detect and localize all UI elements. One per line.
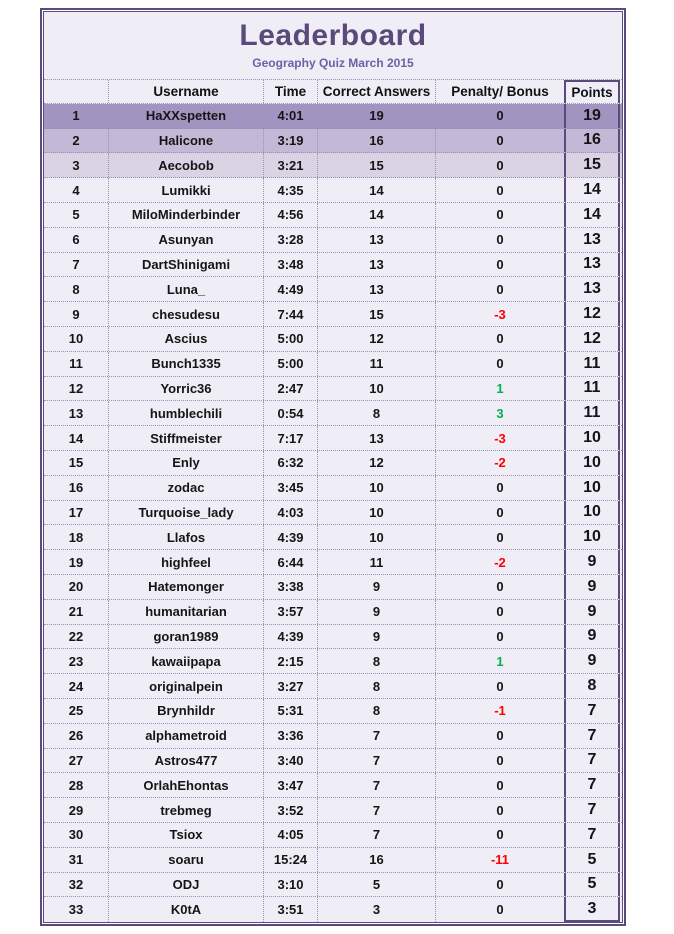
time-cell: 4:03 [264, 501, 318, 525]
time-cell: 3:48 [264, 253, 318, 277]
table-row [44, 724, 622, 749]
points-cell: 9 [564, 625, 620, 649]
rank-cell: 19 [44, 550, 109, 574]
points-cell: 5 [564, 848, 620, 872]
correct-answers-cell: 9 [318, 575, 436, 599]
rank-cell: 31 [44, 848, 109, 872]
time-cell: 6:44 [264, 550, 318, 574]
correct-answers-cell: 10 [318, 377, 436, 401]
time-cell: 4:49 [264, 277, 318, 301]
username-cell: OrlahEhontas [109, 773, 264, 797]
time-cell: 5:31 [264, 699, 318, 723]
table-row [44, 873, 622, 898]
time-cell: 4:01 [264, 104, 318, 128]
time-cell: 4:35 [264, 178, 318, 202]
username-cell: Luna_ [109, 277, 264, 301]
table-row [44, 203, 622, 228]
points-cell: 7 [564, 798, 620, 822]
username-cell: chesudesu [109, 302, 264, 326]
username-cell: Asunyan [109, 228, 264, 252]
username-cell: zodac [109, 476, 264, 500]
username-cell: Halicone [109, 129, 264, 153]
table-row [44, 674, 622, 699]
time-cell: 2:15 [264, 649, 318, 673]
rank-cell: 30 [44, 823, 109, 847]
penalty-bonus-cell: -1 [494, 703, 506, 719]
table-row [44, 625, 622, 650]
username-cell: ODJ [109, 873, 264, 897]
penalty-bonus-cell: 3 [496, 405, 504, 421]
rank-cell: 5 [44, 203, 109, 227]
rank-cell: 32 [44, 873, 109, 897]
penalty-bonus-cell: 0 [496, 529, 504, 545]
rank-cell: 17 [44, 501, 109, 525]
table-row [44, 426, 622, 451]
rank-cell: 14 [44, 426, 109, 450]
username-cell: Enly [109, 451, 264, 475]
correct-answers-cell: 14 [318, 203, 436, 227]
table-row [44, 550, 622, 575]
time-cell: 3:57 [264, 600, 318, 624]
correct-answers-cell: 16 [318, 129, 436, 153]
col-header-penalty-bonus: Penalty/ Bonus [451, 83, 549, 99]
penalty-bonus-cell: 0 [496, 108, 504, 124]
username-cell: highfeel [109, 550, 264, 574]
time-cell: 3:28 [264, 228, 318, 252]
penalty-bonus-cell: 1 [496, 653, 504, 669]
time-cell: 5:00 [264, 327, 318, 351]
rank-cell: 22 [44, 625, 109, 649]
username-cell: soaru [109, 848, 264, 872]
col-header-username: Username [109, 80, 264, 103]
username-cell: HaXXspetten [109, 104, 264, 128]
username-cell: Aecobob [109, 153, 264, 177]
points-cell: 14 [564, 203, 620, 227]
time-cell: 4:05 [264, 823, 318, 847]
points-cell: 7 [564, 724, 620, 748]
correct-answers-cell: 13 [318, 277, 436, 301]
time-cell: 3:19 [264, 129, 318, 153]
rank-cell: 21 [44, 600, 109, 624]
points-cell: 9 [564, 575, 620, 599]
username-cell: Astros477 [109, 749, 264, 773]
rank-cell: 1 [44, 104, 109, 128]
penalty-bonus-cell: 0 [496, 182, 504, 198]
points-cell: 7 [564, 773, 620, 797]
table-body [44, 104, 622, 922]
table-row [44, 352, 622, 377]
table-row [44, 575, 622, 600]
leaderboard-panel-inner [43, 11, 623, 923]
time-cell: 3:27 [264, 674, 318, 698]
table-row [44, 129, 622, 154]
username-cell: Yorric36 [109, 377, 264, 401]
rank-cell: 15 [44, 451, 109, 475]
username-cell: Brynhildr [109, 699, 264, 723]
time-cell: 3:21 [264, 153, 318, 177]
points-cell: 5 [564, 873, 620, 897]
correct-answers-cell: 15 [318, 302, 436, 326]
points-cell: 7 [564, 699, 620, 723]
page-title: Leaderboard [239, 19, 427, 52]
table-row [44, 823, 622, 848]
col-header-rank [44, 80, 109, 103]
username-cell: Bunch1335 [109, 352, 264, 376]
correct-answers-cell: 12 [318, 451, 436, 475]
rank-cell: 23 [44, 649, 109, 673]
penalty-bonus-cell: 0 [496, 480, 504, 496]
time-cell: 3:10 [264, 873, 318, 897]
time-cell: 3:52 [264, 798, 318, 822]
time-cell: 7:44 [264, 302, 318, 326]
points-cell: 10 [564, 501, 620, 525]
penalty-bonus-cell: 0 [496, 207, 504, 223]
penalty-bonus-cell: 1 [496, 380, 504, 396]
rank-cell: 8 [44, 277, 109, 301]
penalty-bonus-cell: 0 [496, 777, 504, 793]
penalty-bonus-cell: 0 [496, 728, 504, 744]
points-cell: 13 [564, 277, 620, 301]
correct-answers-cell: 5 [318, 873, 436, 897]
correct-answers-cell: 13 [318, 228, 436, 252]
penalty-bonus-cell: 0 [496, 281, 504, 297]
username-cell: Turquoise_lady [109, 501, 264, 525]
table-row [44, 178, 622, 203]
penalty-bonus-cell: 0 [496, 132, 504, 148]
time-cell: 7:17 [264, 426, 318, 450]
penalty-bonus-cell: -2 [494, 455, 506, 471]
username-cell: K0tA [109, 897, 264, 922]
penalty-bonus-cell: 0 [496, 876, 504, 892]
penalty-bonus-cell: 0 [496, 902, 504, 918]
penalty-bonus-cell: 0 [496, 331, 504, 347]
table-row [44, 153, 622, 178]
penalty-bonus-cell: -3 [494, 306, 506, 322]
points-cell: 12 [564, 302, 620, 326]
time-cell: 5:00 [264, 352, 318, 376]
table-row [44, 476, 622, 501]
table-row [44, 253, 622, 278]
points-cell: 19 [564, 104, 620, 128]
correct-answers-cell: 8 [318, 649, 436, 673]
rank-cell: 27 [44, 749, 109, 773]
time-cell: 3:40 [264, 749, 318, 773]
username-cell: MiloMinderbinder [109, 203, 264, 227]
penalty-bonus-cell: 0 [496, 604, 504, 620]
points-cell: 14 [564, 178, 620, 202]
penalty-bonus-cell: 0 [496, 802, 504, 818]
penalty-bonus-cell: 0 [496, 157, 504, 173]
time-cell: 3:38 [264, 575, 318, 599]
time-cell: 3:47 [264, 773, 318, 797]
rank-cell: 10 [44, 327, 109, 351]
correct-answers-cell: 19 [318, 104, 436, 128]
points-cell: 11 [564, 352, 620, 376]
time-cell: 4:56 [264, 203, 318, 227]
time-cell: 15:24 [264, 848, 318, 872]
username-cell: goran1989 [109, 625, 264, 649]
correct-answers-cell: 7 [318, 823, 436, 847]
correct-answers-cell: 8 [318, 401, 436, 425]
points-cell: 9 [564, 649, 620, 673]
points-cell: 13 [564, 228, 620, 252]
correct-answers-cell: 9 [318, 625, 436, 649]
rank-cell: 7 [44, 253, 109, 277]
rank-cell: 28 [44, 773, 109, 797]
correct-answers-cell: 10 [318, 525, 436, 549]
points-cell: 7 [564, 823, 620, 847]
correct-answers-cell: 13 [318, 253, 436, 277]
username-cell: humanitarian [109, 600, 264, 624]
correct-answers-cell: 7 [318, 724, 436, 748]
username-cell: kawaiipapa [109, 649, 264, 673]
rank-cell: 26 [44, 724, 109, 748]
time-cell: 3:51 [264, 897, 318, 922]
username-cell: humblechili [109, 401, 264, 425]
points-cell: 9 [564, 550, 620, 574]
username-cell: Stiffmeister [109, 426, 264, 450]
username-cell: Hatemonger [109, 575, 264, 599]
table-header-row [44, 79, 622, 104]
col-header-correct-answers: Correct Answers [318, 80, 436, 103]
correct-answers-cell: 3 [318, 897, 436, 922]
penalty-bonus-cell: 0 [496, 356, 504, 372]
table-row [44, 649, 622, 674]
rank-cell: 11 [44, 352, 109, 376]
time-cell: 4:39 [264, 625, 318, 649]
correct-answers-cell: 7 [318, 749, 436, 773]
points-cell: 10 [564, 426, 620, 450]
table-row [44, 104, 622, 129]
table-row [44, 749, 622, 774]
time-cell: 6:32 [264, 451, 318, 475]
table-row [44, 451, 622, 476]
table-row [44, 302, 622, 327]
rank-cell: 29 [44, 798, 109, 822]
username-cell: Llafos [109, 525, 264, 549]
rank-cell: 25 [44, 699, 109, 723]
table-row [44, 600, 622, 625]
time-cell: 3:45 [264, 476, 318, 500]
correct-answers-cell: 8 [318, 674, 436, 698]
table-row [44, 699, 622, 724]
table-row [44, 525, 622, 550]
username-cell: originalpein [109, 674, 264, 698]
points-cell: 9 [564, 600, 620, 624]
penalty-bonus-cell: 0 [496, 256, 504, 272]
username-cell: Lumikki [109, 178, 264, 202]
penalty-bonus-cell: -2 [494, 554, 506, 570]
penalty-bonus-cell: 0 [496, 752, 504, 768]
penalty-bonus-cell: 0 [496, 232, 504, 248]
points-cell: 8 [564, 674, 620, 698]
correct-answers-cell: 16 [318, 848, 436, 872]
points-cell: 12 [564, 327, 620, 351]
rank-cell: 6 [44, 228, 109, 252]
table-row [44, 401, 622, 426]
username-cell: DartShinigami [109, 253, 264, 277]
points-cell: 11 [564, 377, 620, 401]
time-cell: 4:39 [264, 525, 318, 549]
rank-cell: 12 [44, 377, 109, 401]
username-cell: Ascius [109, 327, 264, 351]
rank-cell: 18 [44, 525, 109, 549]
penalty-bonus-cell: 0 [496, 628, 504, 644]
penalty-bonus-cell: 0 [496, 678, 504, 694]
points-cell: 7 [564, 749, 620, 773]
correct-answers-cell: 10 [318, 501, 436, 525]
username-cell: trebmeg [109, 798, 264, 822]
table-row [44, 798, 622, 823]
rank-cell: 13 [44, 401, 109, 425]
rank-cell: 2 [44, 129, 109, 153]
rank-cell: 24 [44, 674, 109, 698]
rank-cell: 33 [44, 897, 109, 922]
time-cell: 3:36 [264, 724, 318, 748]
correct-answers-cell: 14 [318, 178, 436, 202]
rank-cell: 20 [44, 575, 109, 599]
correct-answers-cell: 13 [318, 426, 436, 450]
correct-answers-cell: 11 [318, 550, 436, 574]
username-cell: Tsiox [109, 823, 264, 847]
correct-answers-cell: 7 [318, 798, 436, 822]
correct-answers-cell: 9 [318, 600, 436, 624]
col-header-time: Time [264, 80, 318, 103]
table-row [44, 501, 622, 526]
time-cell: 0:54 [264, 401, 318, 425]
table-row [44, 377, 622, 402]
rank-cell: 9 [44, 302, 109, 326]
username-cell: alphametroid [109, 724, 264, 748]
page-subtitle: Geography Quiz March 2015 [252, 56, 414, 70]
time-cell: 2:47 [264, 377, 318, 401]
table-row [44, 277, 622, 302]
correct-answers-cell: 8 [318, 699, 436, 723]
penalty-bonus-cell: 0 [496, 504, 504, 520]
penalty-bonus-cell: -3 [494, 430, 506, 446]
table-row [44, 897, 622, 922]
points-cell: 10 [564, 525, 620, 549]
table-row [44, 848, 622, 873]
points-cell: 11 [564, 401, 620, 425]
correct-answers-cell: 10 [318, 476, 436, 500]
correct-answers-cell: 15 [318, 153, 436, 177]
correct-answers-cell: 12 [318, 327, 436, 351]
rank-cell: 4 [44, 178, 109, 202]
table-row [44, 228, 622, 253]
points-cell: 10 [564, 451, 620, 475]
table-row [44, 773, 622, 798]
penalty-bonus-cell: 0 [496, 579, 504, 595]
table-row [44, 327, 622, 352]
points-cell: 13 [564, 253, 620, 277]
correct-answers-cell: 11 [318, 352, 436, 376]
rank-cell: 16 [44, 476, 109, 500]
correct-answers-cell: 7 [318, 773, 436, 797]
rank-cell: 3 [44, 153, 109, 177]
points-cell: 15 [564, 153, 620, 177]
points-cell: 3 [564, 897, 620, 922]
leaderboard-panel [40, 8, 626, 926]
penalty-bonus-cell: 0 [496, 827, 504, 843]
points-cell: 16 [564, 129, 620, 153]
title-area [44, 12, 622, 79]
col-header-points: Points [564, 80, 620, 103]
penalty-bonus-cell: -11 [490, 852, 510, 868]
points-cell: 10 [564, 476, 620, 500]
